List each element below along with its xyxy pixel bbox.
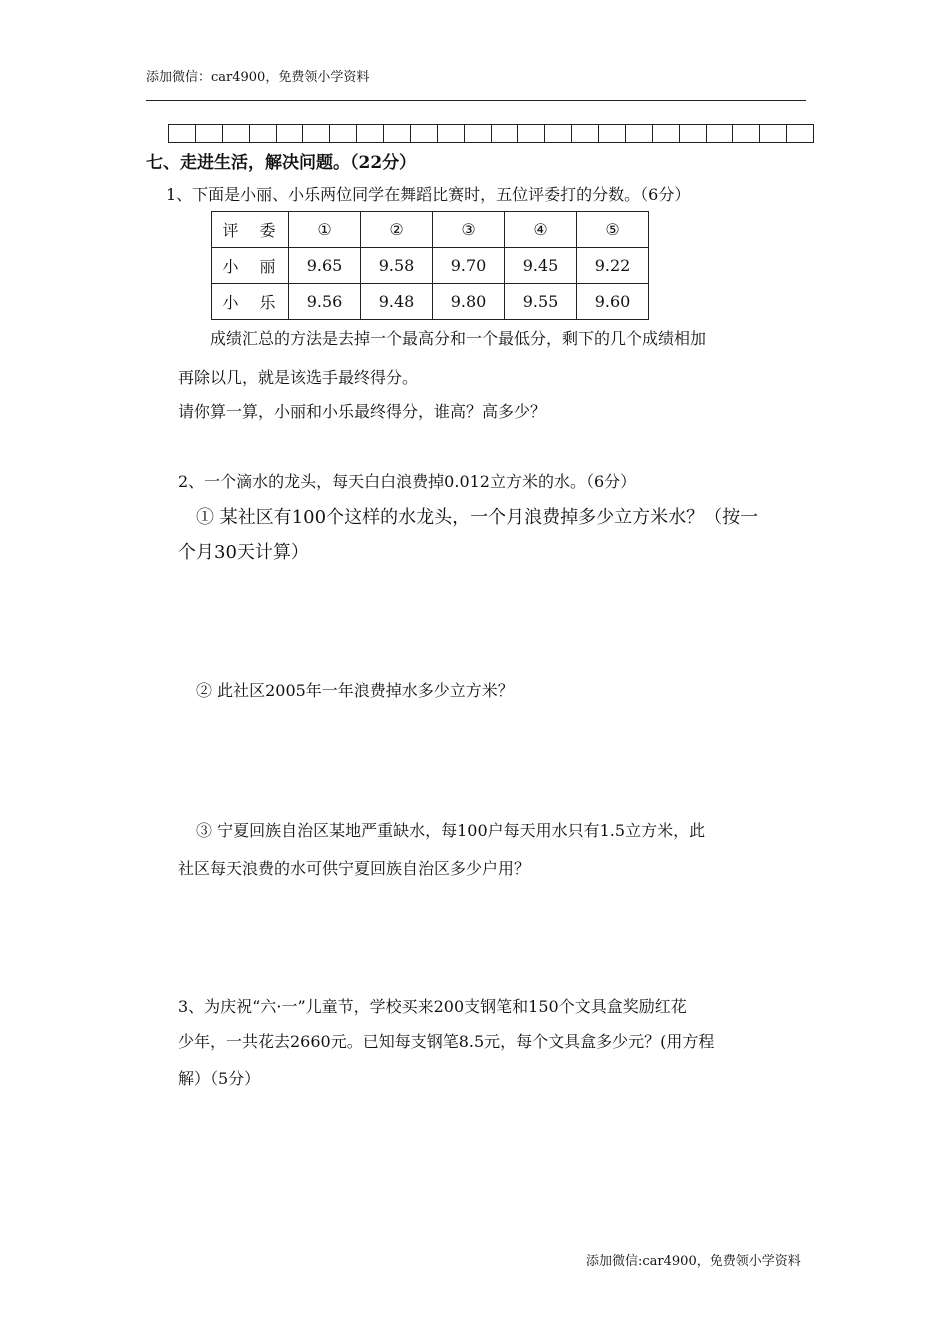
answer-grid-cell (384, 125, 411, 142)
answer-grid-cell (465, 125, 492, 142)
header-rule (146, 100, 806, 101)
table-row-label: 小 丽 (212, 248, 289, 284)
answer-grid-cell (196, 125, 223, 142)
answer-grid-cell (626, 125, 653, 142)
answer-grid-cell (411, 125, 438, 142)
table-cell: 9.56 (289, 284, 361, 320)
q1-intro: 1、下面是小丽、小乐两位同学在舞蹈比赛时，五位评委打的分数。（6分） (166, 185, 691, 204)
answer-grid-cell (169, 125, 196, 142)
table-row-label: 小 乐 (212, 284, 289, 320)
page-header: 添加微信：car4900，免费领小学资料 (146, 70, 370, 85)
answer-grid-cell (653, 125, 680, 142)
q3-line3: 解）（5分） (178, 1069, 261, 1088)
answer-grid (168, 124, 814, 143)
answer-grid-cell (787, 125, 813, 142)
table-row (212, 248, 649, 284)
answer-grid-cell (599, 125, 626, 142)
q3-line2: 少年，一共花去2660元。已知每支钢笔8.5元，每个文具盒多少元？(用方程 (178, 1032, 715, 1051)
table-cell: 9.48 (361, 284, 433, 320)
answer-grid-cell (303, 125, 330, 142)
table-header-cell: ① (289, 212, 361, 248)
table-header-cell: ② (361, 212, 433, 248)
answer-grid-cell (438, 125, 465, 142)
answer-grid-cell (760, 125, 787, 142)
table-cell: 9.58 (361, 248, 433, 284)
table-cell: 9.22 (577, 248, 649, 284)
page-footer: 添加微信:car4900，免费领小学资料 (586, 1254, 801, 1269)
answer-grid-cell (492, 125, 519, 142)
table-header-cell: ⑤ (577, 212, 649, 248)
answer-grid-cell (707, 125, 734, 142)
q2-sub3-line1: ③ 宁夏回族自治区某地严重缺水，每100户每天用水只有1.5立方米，此 (196, 821, 706, 840)
table-header-cell: ④ (505, 212, 577, 248)
table-cell: 9.80 (433, 284, 505, 320)
table-header-row (212, 212, 649, 248)
table-cell: 9.65 (289, 248, 361, 284)
q2-sub3-line2: 社区每天浪费的水可供宁夏回族自治区多少户用？ (178, 859, 531, 878)
q1-method-line2: 再除以几，就是该选手最终得分。 (178, 368, 419, 387)
q2-intro: 2、一个滴水的龙头，每天白白浪费掉0.012立方米的水。（6分） (178, 472, 637, 491)
section-title: 七、走进生活，解决问题。（22分） (146, 153, 417, 173)
q1-method-line1: 成绩汇总的方法是去掉一个最高分和一个最低分，剩下的几个成绩相加 (210, 329, 707, 348)
answer-grid-cell (733, 125, 760, 142)
answer-grid-cell (545, 125, 572, 142)
table-cell: 9.60 (577, 284, 649, 320)
q2-sub1-line1: ① 某社区有100个这样的水龙头，一个月浪费掉多少立方米水？（按一 (196, 507, 759, 528)
q2-sub2: ② 此社区2005年一年浪费掉水多少立方米？ (196, 681, 514, 700)
q1-question: 请你算一算，小丽和小乐最终得分，谁高？高多少？ (178, 402, 547, 421)
table-row (212, 284, 649, 320)
answer-grid-cell (250, 125, 277, 142)
answer-grid-cell (330, 125, 357, 142)
answer-grid-cell (572, 125, 599, 142)
q3-line1: 3、为庆祝“六·一”儿童节，学校买来200支钢笔和150个文具盒奖励红花 (178, 997, 687, 1016)
table-header-cell: 评 委 (212, 212, 289, 248)
answer-grid-cell (357, 125, 384, 142)
table-cell: 9.55 (505, 284, 577, 320)
score-table (211, 211, 649, 320)
answer-grid-cell (223, 125, 250, 142)
table-cell: 9.45 (505, 248, 577, 284)
answer-grid-cell (518, 125, 545, 142)
q2-sub1-line2: 个月30天计算） (178, 542, 309, 563)
table-cell: 9.70 (433, 248, 505, 284)
answer-grid-cell (277, 125, 304, 142)
table-header-cell: ③ (433, 212, 505, 248)
answer-grid-cell (680, 125, 707, 142)
